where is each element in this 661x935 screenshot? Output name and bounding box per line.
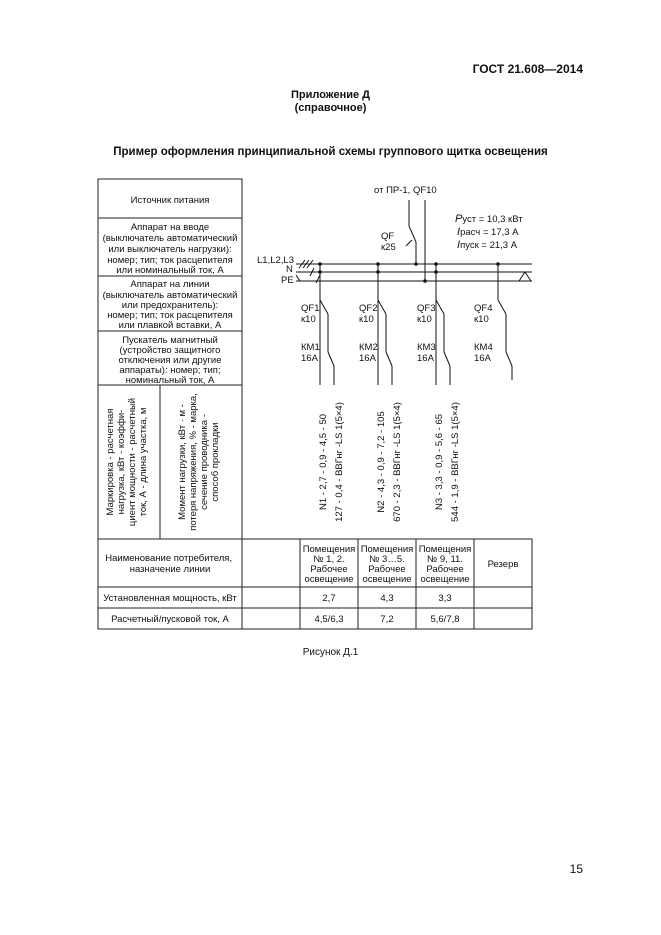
power-2: 4,3 [380,593,394,604]
row-input-device-l5: или номинальный ток, А [116,265,224,276]
consumer-name-header [105,553,234,575]
power-1: 2,7 [322,593,336,604]
current-2: 7,2 [380,614,394,625]
document-title: Пример оформления принципиальной схемы группового щитка освещения [113,146,548,158]
consumer-name-header-l2: назначение линии [129,564,211,575]
moment-l3: сечение проводника - [199,414,210,510]
consumer-2-l1: Помещения [360,544,414,555]
row-starter-l4: аппараты): номер; тип; [119,365,221,376]
row-starter-l2: (устройство защитного [119,345,221,356]
row-line-device-l4: номер; тип; ток расцепителя [107,310,233,321]
consumer-1-l4: освещение [304,574,354,585]
marking-l3: циент мощности - расчетный [127,397,138,527]
input-breaker-name: QF [381,231,395,242]
feeder-3-wiring [436,264,450,385]
row-input-device-l3: или выключатель нагрузки): [108,244,232,255]
left-table-text [103,195,238,386]
feeder-3-line2: 544 - 1,9 - ВВГнг -LS 1(5×4) [450,402,461,522]
feeder-2-qf-rating: к10 [359,314,374,325]
marking-l4: ток, А - длина участка, м [138,407,149,517]
moment-l1: Момент нагрузки, кВт · м - [177,404,188,520]
row-input-device-l1: Аппарат на вводе [130,222,210,233]
feeder-1-qf: QF1 [301,303,320,314]
marking-l2: нагрузка, кВт - коэффи- [116,409,127,515]
consumer-3-l1: Помещения [418,544,472,555]
row-input-device-l4: номер; тип; ток расцепителя [107,255,233,266]
input-breaker-contact [409,226,416,242]
page-number: 15 [569,862,583,876]
standard-header: ГОСТ 21.608—2014 [472,62,583,76]
feeder-4-km: КМ4 [474,342,493,353]
diagram-labels [257,185,523,364]
consumer-1-l3: Рабочее [310,564,348,575]
feeder-2-km: КМ2 [359,342,378,353]
feeder-line-descriptions [318,402,461,522]
feeder-1-km: КМ1 [301,342,320,353]
feeder-4-km-rating: 16А [474,353,491,364]
row-input-device-l2: (выключатель автоматический [102,233,238,244]
param-start-current [457,239,518,251]
consumer-name-header-l1: Наименование потребителя, [105,553,233,564]
feeder-1-km-rating: 16А [301,353,318,364]
feeder-2-km-rating: 16А [359,353,376,364]
feeder-3-qf-rating: к10 [417,314,432,325]
bottom-table-text [103,544,518,625]
consumer-1-l1: Помещения [302,544,356,555]
param-calc-text: расч = 17,3 А [460,227,519,238]
left-table-rotated-text [105,393,221,531]
feeder-2-line1: N2 - 4,3 - 0,9 - 7,2 - 105 [376,411,387,513]
consumer-2-l3: Рабочее [368,564,406,575]
feeder-1-qf-rating: к10 [301,314,316,325]
installed-power-header: Установленная мощность, кВт [103,593,237,604]
moment-l2: потеря напряжения, % - марка, [188,393,199,531]
bus-label-pe: PE [281,275,294,286]
param-start-text: пуск = 21,3 А [460,240,518,251]
feeder-4-qf: QF4 [474,303,493,314]
consumer-3-l4: освещение [420,574,470,585]
feeder-2-qf: QF2 [359,303,378,314]
row-line-device-l1: Аппарат на линии [130,279,210,290]
param-power [455,213,523,225]
appendix-subtitle: (справочное) [294,102,367,114]
row-starter-l1: Пускатель магнитный [122,335,218,346]
consumer-3-l3: Рабочее [426,564,464,575]
feeder-1-line1: N1 - 2,7 - 0,9 - 4,5 - 50 [318,413,329,511]
param-power-text: уст = 10,3 кВт [462,214,523,225]
figure-caption: Рисунок Д.1 [302,647,359,658]
feeder-1-wiring [320,264,334,385]
feeder-3-qf: QF3 [417,303,436,314]
row-starter-l5: номинальный ток, А [125,375,215,386]
feeder-1-line2: 127 - 0,4 - ВВГнг -LS 1(5×4) [334,402,345,522]
moment-l4: способ прокладки [210,422,221,502]
ground-triangle-right [519,272,531,281]
bus-label-phase: L1,L2,L3 [257,255,294,266]
feeder-3-km-rating: 16А [417,353,434,364]
feeder-3-line1: N3 - 3,3 - 0,9 - 5,6 - 65 [434,413,445,511]
marking-l1: Маркировка - расчетная [105,408,116,516]
current-1: 4,5/6,3 [314,614,344,625]
feeder-4-qf-rating: к10 [474,314,489,325]
feeder-2-line2: 670 - 2,3 - ВВГнг -LS 1(5×4) [392,402,403,522]
row-line-device-l3: или предохранитель): [121,300,219,311]
param-calc-current [457,226,519,238]
consumer-1-l2: № 1, 2. [313,554,345,565]
input-breaker-rating: к25 [381,242,396,253]
feeder-2-wiring [378,264,392,385]
row-power-source: Источник питания [130,195,210,206]
current-3: 5,6/7,8 [430,614,460,625]
power-3: 3,3 [438,593,452,604]
row-starter-l3: отключения или другие [118,355,222,366]
row-line-device-l2: (выключатель автоматический [102,290,238,301]
consumer-3-l2: № 9, 11. [427,554,463,565]
consumer-2-l4: освещение [362,574,412,585]
appendix-title: Приложение Д [291,89,370,101]
feeder-3-km: КМ3 [417,342,436,353]
current-header: Расчетный/пусковой ток, А [111,614,229,625]
row-line-device-l5: или плавкой вставки, А [118,320,222,331]
consumer-2-l2: № 3…5. [369,554,405,565]
param-start-symbol: I [457,239,461,251]
source-label: от ПР-1, QF10 [374,185,437,196]
param-calc-symbol: I [457,226,461,238]
param-power-symbol: P [455,213,463,225]
bus-label-n: N [286,264,293,275]
consumer-reserve: Резерв [487,559,519,570]
